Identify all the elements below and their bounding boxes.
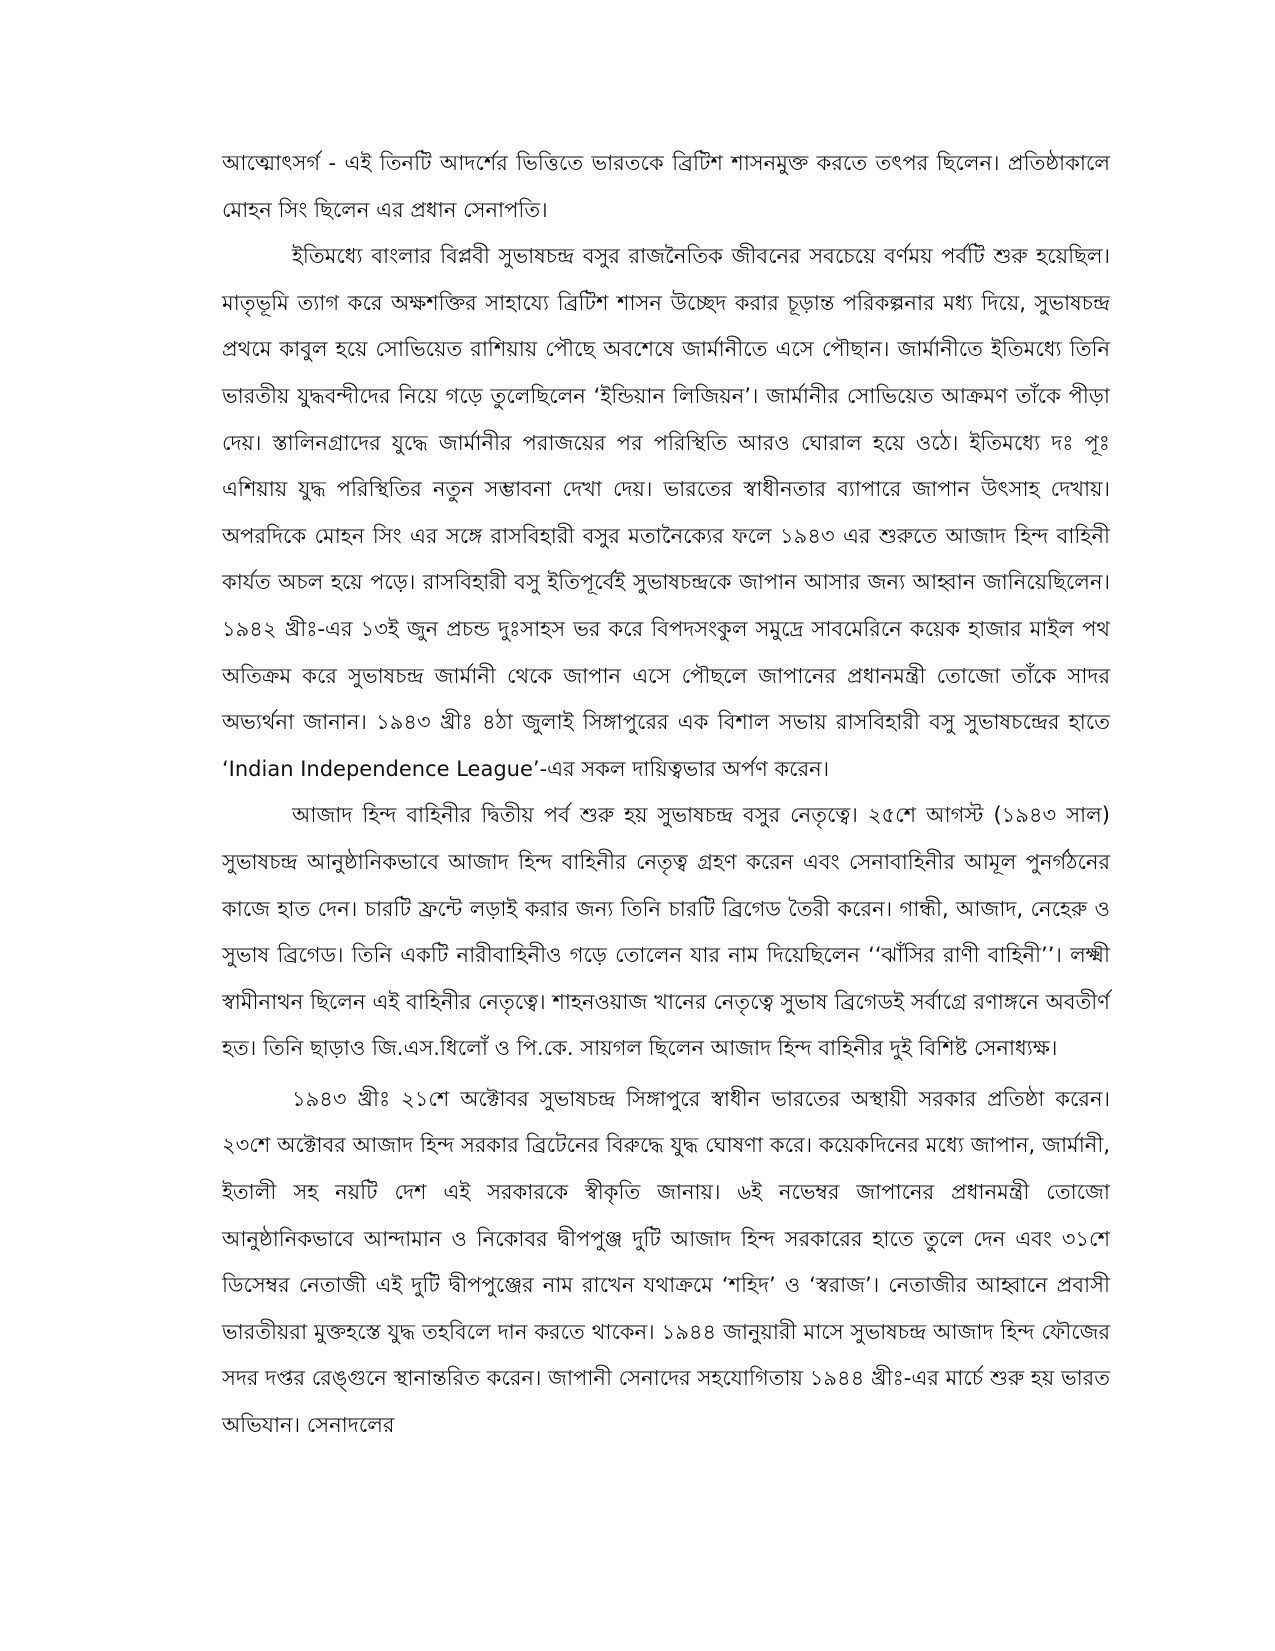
body-text xyxy=(222,140,1110,1449)
paragraph-ina-second-phase: আজাদ হিন্দ বাহিনীর দ্বিতীয় পর্ব শুরু হয় সুভাষচন্দ্র বসুর নেতৃত্বে। ২৫শে আগস্ট (১৯৪৩ সাল) সুভাষচন্দ্র আনুষ্ঠানিকভাবে আজাদ হিন্দ বাহিনীর নেতৃত্ব গ্রহণ করেন এবং সেনাবাহিনীর আমূল পুনর্গঠনের কাজে হাত দেন। চারটি ফ্রন্টে লড়াই করার জন্য তিনি চারটি ব্রিগেড তৈরী করেন। গান্ধী, আজাদ, নেহেরু ও সুভাষ ব্রিগেড। তিনি একটি নারীবাহিনীও গড়ে তোলেন যার নাম দিয়েছিলেন ‘‘ঝাঁসির রাণী বাহিনী’’। লক্ষ্মী স্বামীনাথন ছিলেন এই বাহিনীর নেতৃত্বে। শাহনওয়াজ খানের নেতৃত্বে সুভাষ ব্রিগেডই সর্বাগ্রে রণাঙ্গনে অবতীর্ণ হত। তিনি ছাড়াও জি.এস.ধিলোঁ ও পি.কে. সায়গল ছিলেন আজাদ হিন্দ বাহিনীর দুই বিশিষ্ট সেনাধ্যক্ষ। xyxy=(222,803,1110,1061)
paragraph-provisional-government: ১৯৪৩ খ্রীঃ ২১শে অক্টোবর সুভাষচন্দ্র সিঙ্গাপুরে স্বাধীন ভারতের অস্থায়ী সরকার প্রতিষ্ঠা করেন। ২৩শে অক্টোবর আজাদ হিন্দ সরকার ব্রিটেনের বিরুদ্ধে যুদ্ধ ঘোষণা করে। কয়েকদিনের মধ্যে জাপান, জার্মানী, ইতালী সহ নয়টি দেশ এই সরকারকে স্বীকৃতি জানায়। ৬ই নভেম্বর জাপানের প্রধানমন্ত্রী তোজো আনুষ্ঠানিকভাবে আন্দামান ও নিকোবর দ্বীপপুঞ্জ দুটি আজাদ হিন্দ সরকারের হাতে তুলে দেন এবং ৩১শে ডিসেম্বর নেতাজী এই দুটি দ্বীপপুঞ্জের নাম রাখেন যথাক্রমে ‘শহিদ’ ও ‘স্বরাজ’। নেতাজীর আহ্বানে প্রবাসী ভারতীয়রা মুক্তহস্তে যুদ্ধ তহবিলে দান করতে থাকেন। ১৯৪৪ জানুয়ারী মাসে সুভাষচন্দ্র আজাদ হিন্দ ফৌজের সদর দপ্তর রেঙ্গুনে স্থানান্তরিত করেন। জাপানী সেনাদের সহযোগিতায় ১৯৪৪ খ্রীঃ-এর মার্চে শুরু হয় ভারত অভিযান। সেনাদলের xyxy=(222,1086,1110,1438)
paragraph-continuation: আত্মোৎসর্গ - এই তিনটি আদর্শের ভিত্তিতে ভারতকে ব্রিটিশ শাসনমুক্ত করতে তৎপর ছিলেন। প্রতিষ্ঠাকালে মোহন সিং ছিলেন এর প্রধান সেনাপতি। xyxy=(222,151,1110,222)
paragraph-subhas-journey: ইতিমধ্যে বাংলার বিপ্লবী সুভাষচন্দ্র বসুর রাজনৈতিক জীবনের সবচেয়ে বর্ণময় পর্বটি শুরু হয়েছিল। মাতৃভূমি ত্যাগ করে অক্ষশক্তির সাহায্যে ব্রিটিশ শাসন উচ্ছেদ করার চূড়ান্ত পরিকল্পনার মধ্য দিয়ে, সুভাষচন্দ্র প্রথমে কাবুল হয়ে সোভিয়েত রাশিয়ায় পৌছে অবশেষে জার্মানীতে এসে পৌছান। জার্মানীতে ইতিমধ্যে তিনি ভারতীয় যুদ্ধবন্দীদের নিয়ে গড়ে তুলেছিলেন ‘ইন্ডিয়ান লিজিয়ন’। জার্মানীর সোভিয়েত আক্রমণ তাঁকে পীড়া দেয়। স্তালিনগ্রাদের যুদ্ধে জার্মানীর পরাজয়ের পর পরিস্থিতি আরও ঘোরাল হয়ে ওঠে। ইতিমধ্যে দঃ পূঃ এশিয়ায় যুদ্ধ পরিস্থিতির নতুন সম্ভাবনা দেখা দেয়। ভারতের স্বাধীনতার ব্যাপারে জাপান উৎসাহ দেখায়। অপরদিকে মোহন সিং এর সঙ্গে রাসবিহারী বসুর মতানৈক্যের ফলে ১৯৪৩ এর শুরুতে আজাদ হিন্দ বাহিনী কার্যত অচল হয়ে পড়ে। রাসবিহারী বসু ইতিপূর্বেই সুভাষচন্দ্রকে জাপান আসার জন্য আহ্বান জানিয়েছিলেন। ১৯৪২ খ্রীঃ-এর ১৩ই জুন প্রচন্ড দুঃসাহস ভর করে বিপদসংকুল সমুদ্রে সাবমেরিনে কয়েক হাজার মাইল পথ অতিক্রম করে সুভাষচন্দ্র জার্মানী থেকে জাপান এসে পৌছলে জাপানের প্রধানমন্ত্রী তোজো তাঁকে সাদর অভ্যর্থনা জানান। ১৯৪৩ খ্রীঃ ৪ঠা জুলাই সিঙ্গাপুরের এক বিশাল সভায় রাসবিহারী বসু সুভাষচন্দ্রের হাতে ‘Indian Independence League’-এর সকল দায়িত্বভার অর্পণ করেন। xyxy=(222,244,1110,781)
